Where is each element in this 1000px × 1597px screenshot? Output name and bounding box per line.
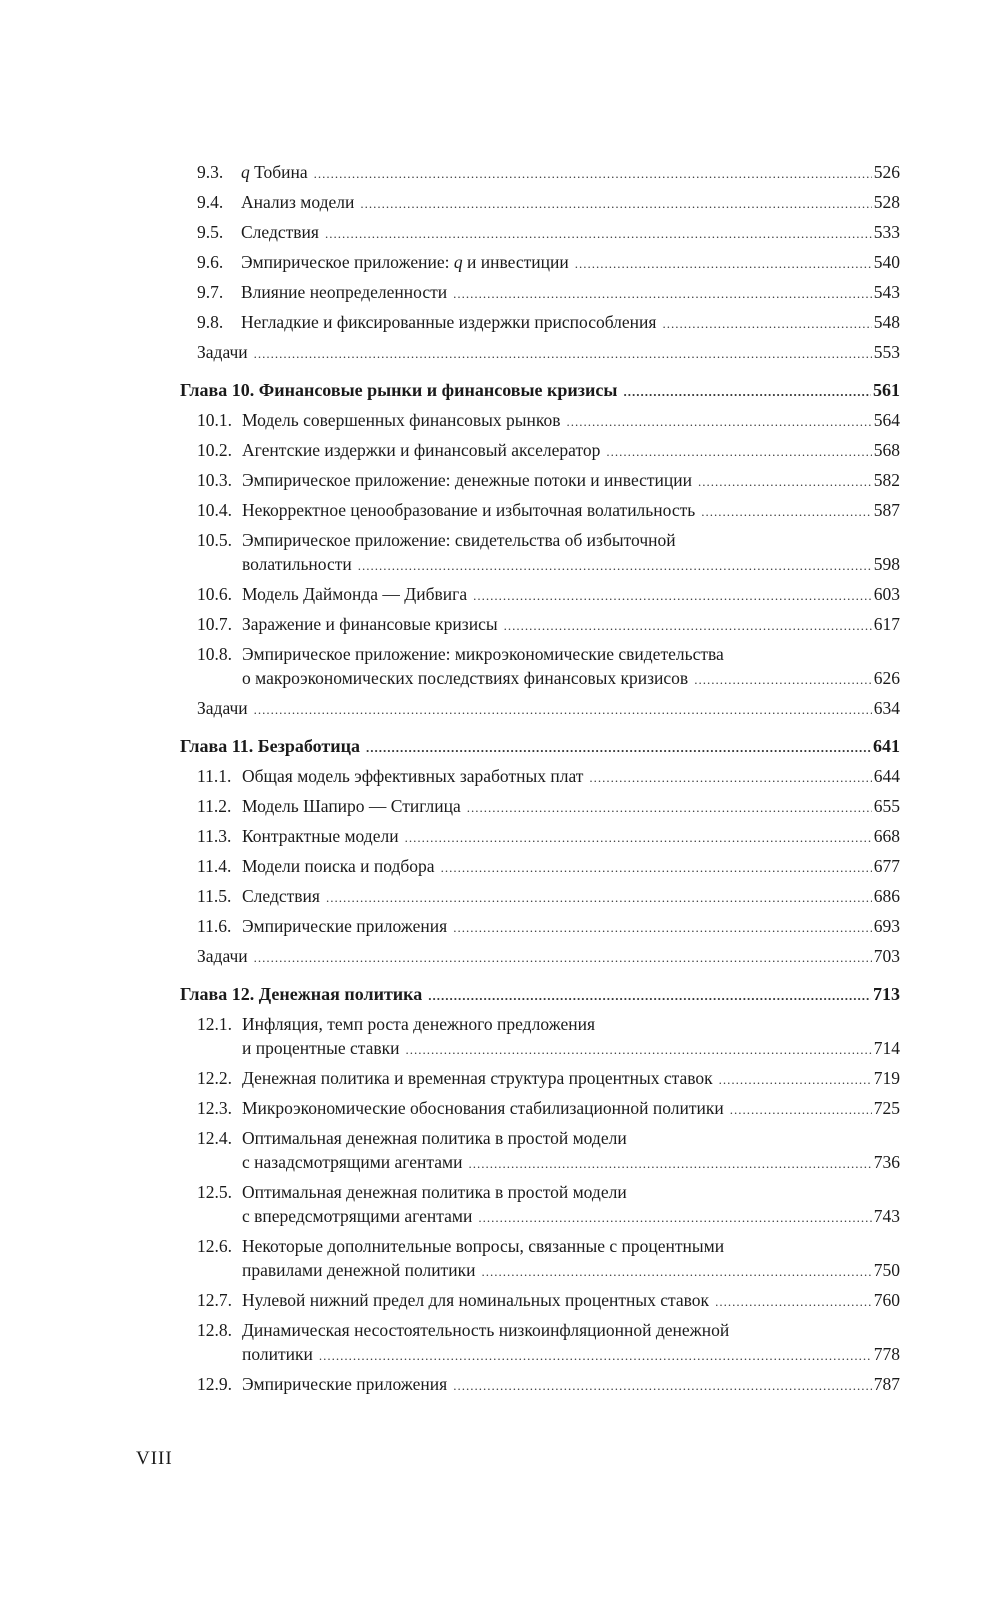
toc-entry-number: 9.6. [197, 252, 224, 272]
toc-entry-page: 528 [873, 192, 900, 212]
toc-entry-11-3 [180, 824, 900, 848]
leader-dots [254, 698, 872, 722]
toc-entry-12-7 [180, 1288, 900, 1312]
toc-entry-title-cont: о макроэкономических последствиях финансовых кризисов [242, 668, 689, 688]
q-symbol: q [453, 252, 463, 272]
toc-entry-12-4-cont [180, 1150, 900, 1174]
toc-entry-title: Эмпирические приложения [242, 1374, 448, 1394]
toc-entry-page: 548 [873, 312, 900, 332]
chapter-10-heading [180, 378, 900, 402]
toc-entry-title: Модель Шапиро — Стиглица [242, 796, 461, 816]
toc-entry-title: Агентские издержки и финансовый акселератор [242, 440, 601, 460]
toc-entry-page: 686 [873, 886, 900, 906]
toc-entry-title: Влияние неопределенности [241, 282, 448, 302]
toc-entry-title: Некорректное ценообразование и избыточная волатильность [242, 500, 696, 520]
toc-entry-title: Денежная политика и временная структура процентных ставок [242, 1068, 713, 1088]
toc-entry-12-3 [180, 1096, 900, 1120]
toc-entry-10-2 [180, 438, 900, 462]
leader-dots [715, 1290, 872, 1314]
leader-dots [405, 826, 872, 850]
toc-entry-number: 10.4. [197, 500, 232, 520]
toc-entry-page: 693 [873, 916, 900, 936]
toc-entry-page: 568 [873, 440, 900, 460]
leader-dots [473, 584, 872, 608]
toc-entry-page: 582 [873, 470, 900, 490]
leader-dots [468, 1152, 871, 1176]
toc-entry-title: Негладкие и фиксированные издержки приспособления [241, 312, 657, 332]
leader-dots [662, 312, 871, 336]
toc-entry-number: 12.7. [197, 1290, 232, 1310]
toc-entry-9-8 [180, 310, 900, 334]
toc-entry-number: 10.6. [197, 584, 232, 604]
toc-entry-number: 12.3. [197, 1098, 232, 1118]
toc-entry-page: 719 [873, 1068, 900, 1088]
toc-entry-number: 11.5. [197, 886, 232, 906]
toc-entry-10-8 [180, 642, 900, 666]
toc-entry-12-1-cont [180, 1036, 900, 1060]
toc-entry-title: Эмпирические приложения [242, 916, 448, 936]
toc-entry-10-3 [180, 468, 900, 492]
toc-entry-number: 12.6. [197, 1236, 232, 1256]
toc-entry-12-6-cont [180, 1258, 900, 1282]
toc-entry-11-2 [180, 794, 900, 818]
toc-entry-title [241, 250, 569, 274]
toc-entry-title-cont: правилами денежной политики [242, 1260, 476, 1280]
toc-entry-title: Задачи [197, 698, 248, 718]
toc-entry-title: Общая модель эффективных заработных плат [242, 766, 584, 786]
toc-entry-page: 603 [873, 584, 900, 604]
toc-entry-11-4 [180, 854, 900, 878]
toc-entry-number: 11.6. [197, 916, 232, 936]
toc-entry-number: 10.7. [197, 614, 232, 634]
toc-entry-title-cont: и процентные ставки [242, 1038, 400, 1058]
chapter-11-heading [180, 734, 900, 758]
leader-dots [694, 668, 872, 692]
toc-entry-title: Нулевой нижний предел для номинальных процентных ставок [242, 1290, 710, 1310]
toc-entry-page: 736 [873, 1152, 900, 1172]
leader-dots [478, 1206, 871, 1230]
toc-entry-number: 12.9. [197, 1374, 232, 1394]
leader-dots [360, 192, 871, 216]
toc-entry-10-8-cont [180, 666, 900, 690]
toc-entry-11-6 [180, 914, 900, 938]
toc-entry-number: 12.8. [197, 1320, 232, 1340]
leader-dots [481, 1260, 871, 1284]
toc-entry-title: Оптимальная денежная политика в простой модели [242, 1182, 627, 1202]
toc-entry-10-4 [180, 498, 900, 522]
leader-dots [254, 946, 872, 970]
toc-entry-9-3 [180, 160, 900, 184]
leader-dots [254, 342, 872, 366]
toc-entry-page: 553 [873, 342, 900, 362]
toc-entry-number: 9.4. [197, 192, 224, 212]
toc-entry-page: 564 [873, 410, 900, 430]
toc-entry-9-7 [180, 280, 900, 304]
toc-entry-10-6 [180, 582, 900, 606]
leader-dots [326, 886, 872, 910]
toc-entry-title: Эмпирическое приложение: денежные потоки и инвестиции [242, 470, 693, 490]
toc-entry-number: 11.1. [197, 766, 232, 786]
leader-dots [730, 1098, 872, 1122]
toc-entry-page: 677 [873, 856, 900, 876]
toc-entry-number: 10.5. [197, 530, 232, 550]
toc-entry-title: Анализ модели [241, 192, 355, 212]
toc-entry-number: 9.3. [197, 162, 224, 182]
toc-entry-10-1 [180, 408, 900, 432]
toc-entry-title: Эмпирическое приложение: микроэкономические свидетельства [242, 644, 724, 664]
leader-dots [428, 984, 871, 1008]
leader-dots [719, 1068, 872, 1092]
toc-entry-10-7 [180, 612, 900, 636]
toc-entry-9-6 [180, 250, 900, 274]
toc-entry-title: Задачи [197, 342, 248, 362]
leader-dots [504, 614, 872, 638]
toc-entry-page: 750 [873, 1260, 900, 1280]
toc-entry-title-cont: политики [242, 1344, 313, 1364]
leader-dots [366, 736, 871, 760]
toc-entry-page: 543 [873, 282, 900, 302]
chapter-page: 641 [873, 736, 900, 756]
toc-entry-title-text: и инвестиции [462, 252, 569, 272]
leader-dots [325, 222, 872, 246]
toc-entry-page: 533 [873, 222, 900, 242]
toc-entry-number: 9.7. [197, 282, 224, 302]
toc-entry-title-pre: Эмпирическое приложение: [241, 252, 454, 272]
toc-entry-page: 634 [873, 698, 900, 718]
toc-entry-page: 540 [873, 252, 900, 272]
toc-entry-title: Задачи [197, 946, 248, 966]
leader-dots [467, 796, 872, 820]
toc-entry-12-1 [180, 1012, 900, 1036]
chapter-title: Глава 12. Денежная политика [180, 984, 423, 1004]
toc-entry-number: 10.1. [197, 410, 232, 430]
toc-entry-page: 703 [873, 946, 900, 966]
leader-dots [567, 410, 872, 434]
toc-entry-12-2 [180, 1066, 900, 1090]
toc-entry-title: Следствия [242, 886, 320, 906]
leader-dots [358, 554, 872, 578]
toc-entry-page: 778 [873, 1344, 900, 1364]
toc-entry-title: Эмпирическое приложение: свидетельства об избыточной [242, 530, 676, 550]
leader-dots [701, 500, 872, 524]
toc-entry-title: Оптимальная денежная политика в простой модели [242, 1128, 627, 1148]
toc-entry-page: 668 [873, 826, 900, 846]
leader-dots [698, 470, 872, 494]
toc-entry-title: Модели поиска и подбора [242, 856, 435, 876]
toc-entry-title: Следствия [241, 222, 319, 242]
toc-entry-page: 587 [873, 500, 900, 520]
toc-entry-12-9 [180, 1372, 900, 1396]
chapter-title: Глава 11. Безработица [180, 736, 360, 756]
leader-dots [589, 766, 871, 790]
toc-entry-page: 626 [873, 668, 900, 688]
toc-entry-number: 12.1. [197, 1014, 232, 1034]
toc-entry-title: Микроэкономические обоснования стабилизационной политики [242, 1098, 724, 1118]
leader-dots [606, 440, 871, 464]
toc-entry-page: 644 [873, 766, 900, 786]
page-folio: VIII [136, 1448, 173, 1469]
toc-entry-11-problems [180, 944, 900, 968]
toc-entry-title-cont: с назадсмотрящими агентами [242, 1152, 463, 1172]
leader-dots [623, 380, 871, 404]
toc-entry-title: Инфляция, темп роста денежного предложения [242, 1014, 596, 1034]
leader-dots [575, 252, 872, 276]
toc-entry-12-5-cont [180, 1204, 900, 1228]
leader-dots [453, 1374, 872, 1398]
toc-entry-title [241, 160, 308, 184]
toc-entry-9-problems [180, 340, 900, 364]
chapter-page: 713 [873, 984, 900, 1004]
toc-entry-page: 714 [873, 1038, 900, 1058]
toc-entry-title: Заражение и финансовые кризисы [242, 614, 498, 634]
toc-entry-10-5-cont [180, 552, 900, 576]
toc-entry-11-5 [180, 884, 900, 908]
toc-entry-number: 10.2. [197, 440, 232, 460]
table-of-contents [180, 160, 900, 1402]
leader-dots [453, 282, 872, 306]
toc-entry-page: 526 [873, 162, 900, 182]
toc-entry-title: Некоторые дополнительные вопросы, связанные с процентными [242, 1236, 725, 1256]
q-symbol: q [241, 162, 250, 182]
toc-entry-page: 743 [873, 1206, 900, 1226]
toc-entry-number: 9.5. [197, 222, 224, 242]
toc-entry-number: 11.2. [197, 796, 232, 816]
toc-entry-title: Динамическая несостоятельность низкоинфляционной денежной [242, 1320, 730, 1340]
leader-dots [453, 916, 872, 940]
toc-entry-number: 12.5. [197, 1182, 232, 1202]
toc-entry-page: 655 [873, 796, 900, 816]
toc-entry-page: 617 [873, 614, 900, 634]
toc-entry-title-cont: с впередсмотрящими агентами [242, 1206, 473, 1226]
toc-entry-12-6 [180, 1234, 900, 1258]
toc-entry-page: 725 [873, 1098, 900, 1118]
leader-dots [406, 1038, 872, 1062]
toc-entry-9-5 [180, 220, 900, 244]
toc-entry-number: 11.4. [197, 856, 232, 876]
toc-entry-12-8-cont [180, 1342, 900, 1366]
toc-entry-number: 12.4. [197, 1128, 232, 1148]
toc-entry-11-1 [180, 764, 900, 788]
toc-entry-number: 12.2. [197, 1068, 232, 1088]
toc-entry-10-problems [180, 696, 900, 720]
toc-entry-12-4 [180, 1126, 900, 1150]
toc-entry-9-4 [180, 190, 900, 214]
toc-entry-title: Контрактные модели [242, 826, 399, 846]
toc-entry-number: 9.8. [197, 312, 224, 332]
chapter-title: Глава 10. Финансовые рынки и финансовые кризисы [180, 380, 618, 400]
toc-entry-number: 10.8. [197, 644, 232, 664]
leader-dots [441, 856, 872, 880]
toc-entry-number: 10.3. [197, 470, 232, 490]
toc-entry-page: 598 [873, 554, 900, 574]
toc-entry-title: Модель Даймонда — Дибвига [242, 584, 468, 604]
chapter-page: 561 [873, 380, 900, 400]
chapter-12-heading [180, 982, 900, 1006]
toc-entry-number: 11.3. [197, 826, 232, 846]
leader-dots [319, 1344, 872, 1368]
toc-entry-10-5 [180, 528, 900, 552]
toc-entry-title: Модель совершенных финансовых рынков [242, 410, 561, 430]
leader-dots [314, 162, 872, 186]
toc-entry-12-5 [180, 1180, 900, 1204]
toc-entry-title-cont: волатильности [242, 554, 352, 574]
toc-entry-page: 787 [873, 1374, 900, 1394]
toc-entry-title-text: Тобина [249, 162, 308, 182]
toc-entry-page: 760 [873, 1290, 900, 1310]
toc-entry-12-8 [180, 1318, 900, 1342]
